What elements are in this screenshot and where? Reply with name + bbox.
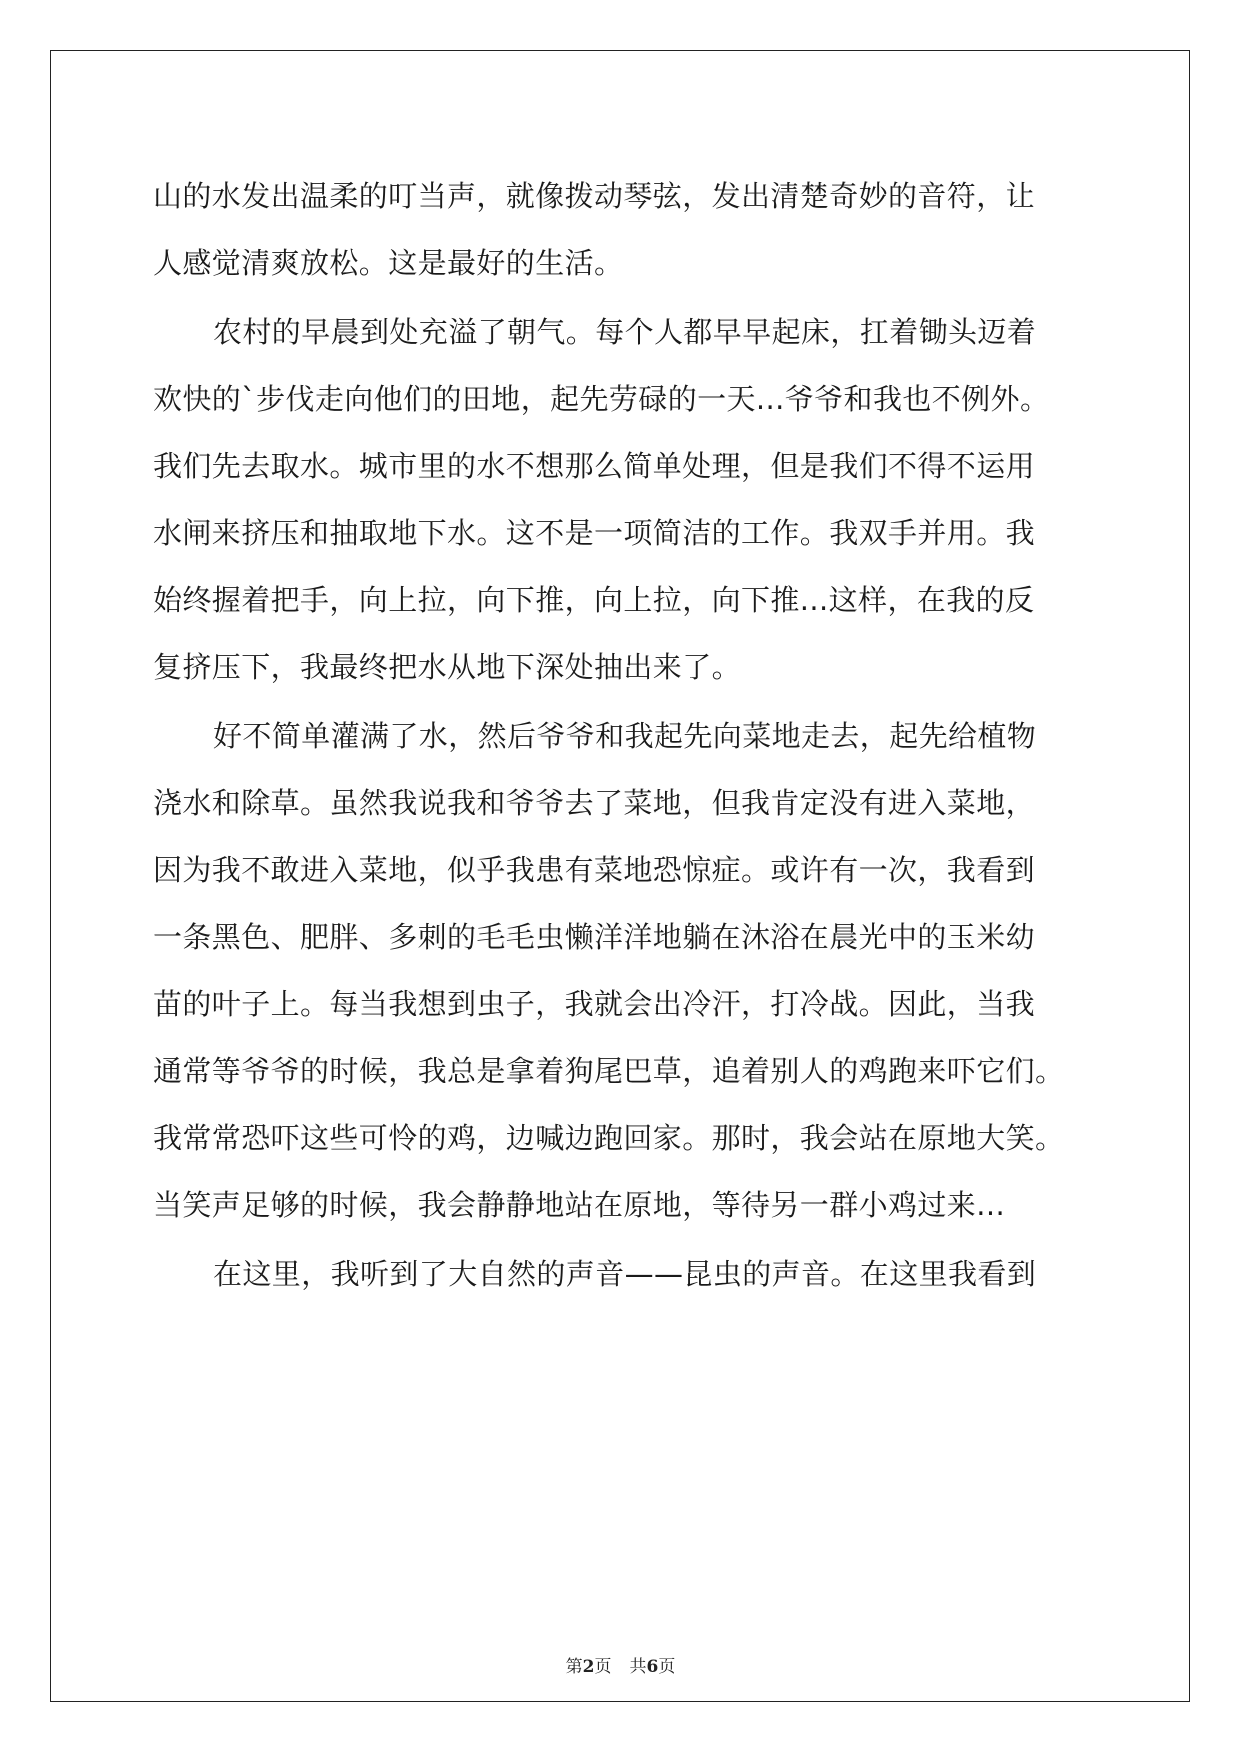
text-line: 当笑声足够的时候，我会静静地站在原地，等待另一群小鸡过来... xyxy=(153,1188,1006,1222)
text-line: 一条黑色、肥胖、多刺的毛毛虫懒洋洋地躺在沐浴在晨光中的玉米幼 xyxy=(153,920,1036,954)
document-body xyxy=(153,163,1093,1308)
text-line: 人感觉清爽放松。这是最好的生活。 xyxy=(153,246,624,280)
text-line: 苗的叶子上。每当我想到虫子，我就会出冷汗，打冷战。因此，当我 xyxy=(153,987,1036,1021)
paragraph-start-line: 在这里，我听到了大自然的声音——昆虫的声音。在这里我看到 xyxy=(213,1257,1037,1291)
text-line: 我们先去取水。城市里的水不想那么简单处理，但是我们不得不运用 xyxy=(153,449,1036,483)
total-page-count: 6 xyxy=(646,1657,659,1677)
text-line: 通常等爷爷的时候，我总是拿着狗尾巴草，追着别人的鸡跑来吓它们。 xyxy=(153,1054,1065,1088)
text-line: 山的水发出温柔的叮当声，就像拨动琴弦，发出清楚奇妙的音符，让 xyxy=(153,179,1036,213)
text-line: 水闸来挤压和抽取地下水。这不是一项简洁的工作。我双手并用。我 xyxy=(153,516,1036,550)
current-page-number: 2 xyxy=(582,1657,595,1677)
page-number-footer xyxy=(0,1652,1241,1677)
text-line: 我常常恐吓这些可怜的鸡，边喊边跑回家。那时，我会站在原地大笑。 xyxy=(153,1121,1065,1155)
page-suffix: 页 xyxy=(594,1657,612,1677)
paragraph-start-line: 好不简单灌满了水，然后爷爷和我起先向菜地走去，起先给植物 xyxy=(213,719,1037,753)
paragraph-start-line: 农村的早晨到处充溢了朝气。每个人都早早起床，扛着锄头迈着 xyxy=(213,315,1037,349)
text-line: 欢快的`步伐走向他们的田地，起先劳碌的一天...爷爷和我也不例外。 xyxy=(153,382,1050,416)
text-line: 浇水和除草。虽然我说我和爷爷去了菜地，但我肯定没有进入菜地， xyxy=(153,786,1036,820)
page-prefix: 第 xyxy=(565,1657,583,1677)
text-line: 因为我不敢进入菜地，似乎我患有菜地恐惊症。或许有一次，我看到 xyxy=(153,853,1036,887)
text-line: 始终握着把手，向上拉，向下推，向上拉，向下推...这样，在我的反 xyxy=(153,583,1035,617)
text-line: 复挤压下，我最终把水从地下深处抽出来了。 xyxy=(153,650,742,684)
total-suffix: 页 xyxy=(658,1657,676,1677)
total-prefix: 共 xyxy=(629,1657,647,1677)
